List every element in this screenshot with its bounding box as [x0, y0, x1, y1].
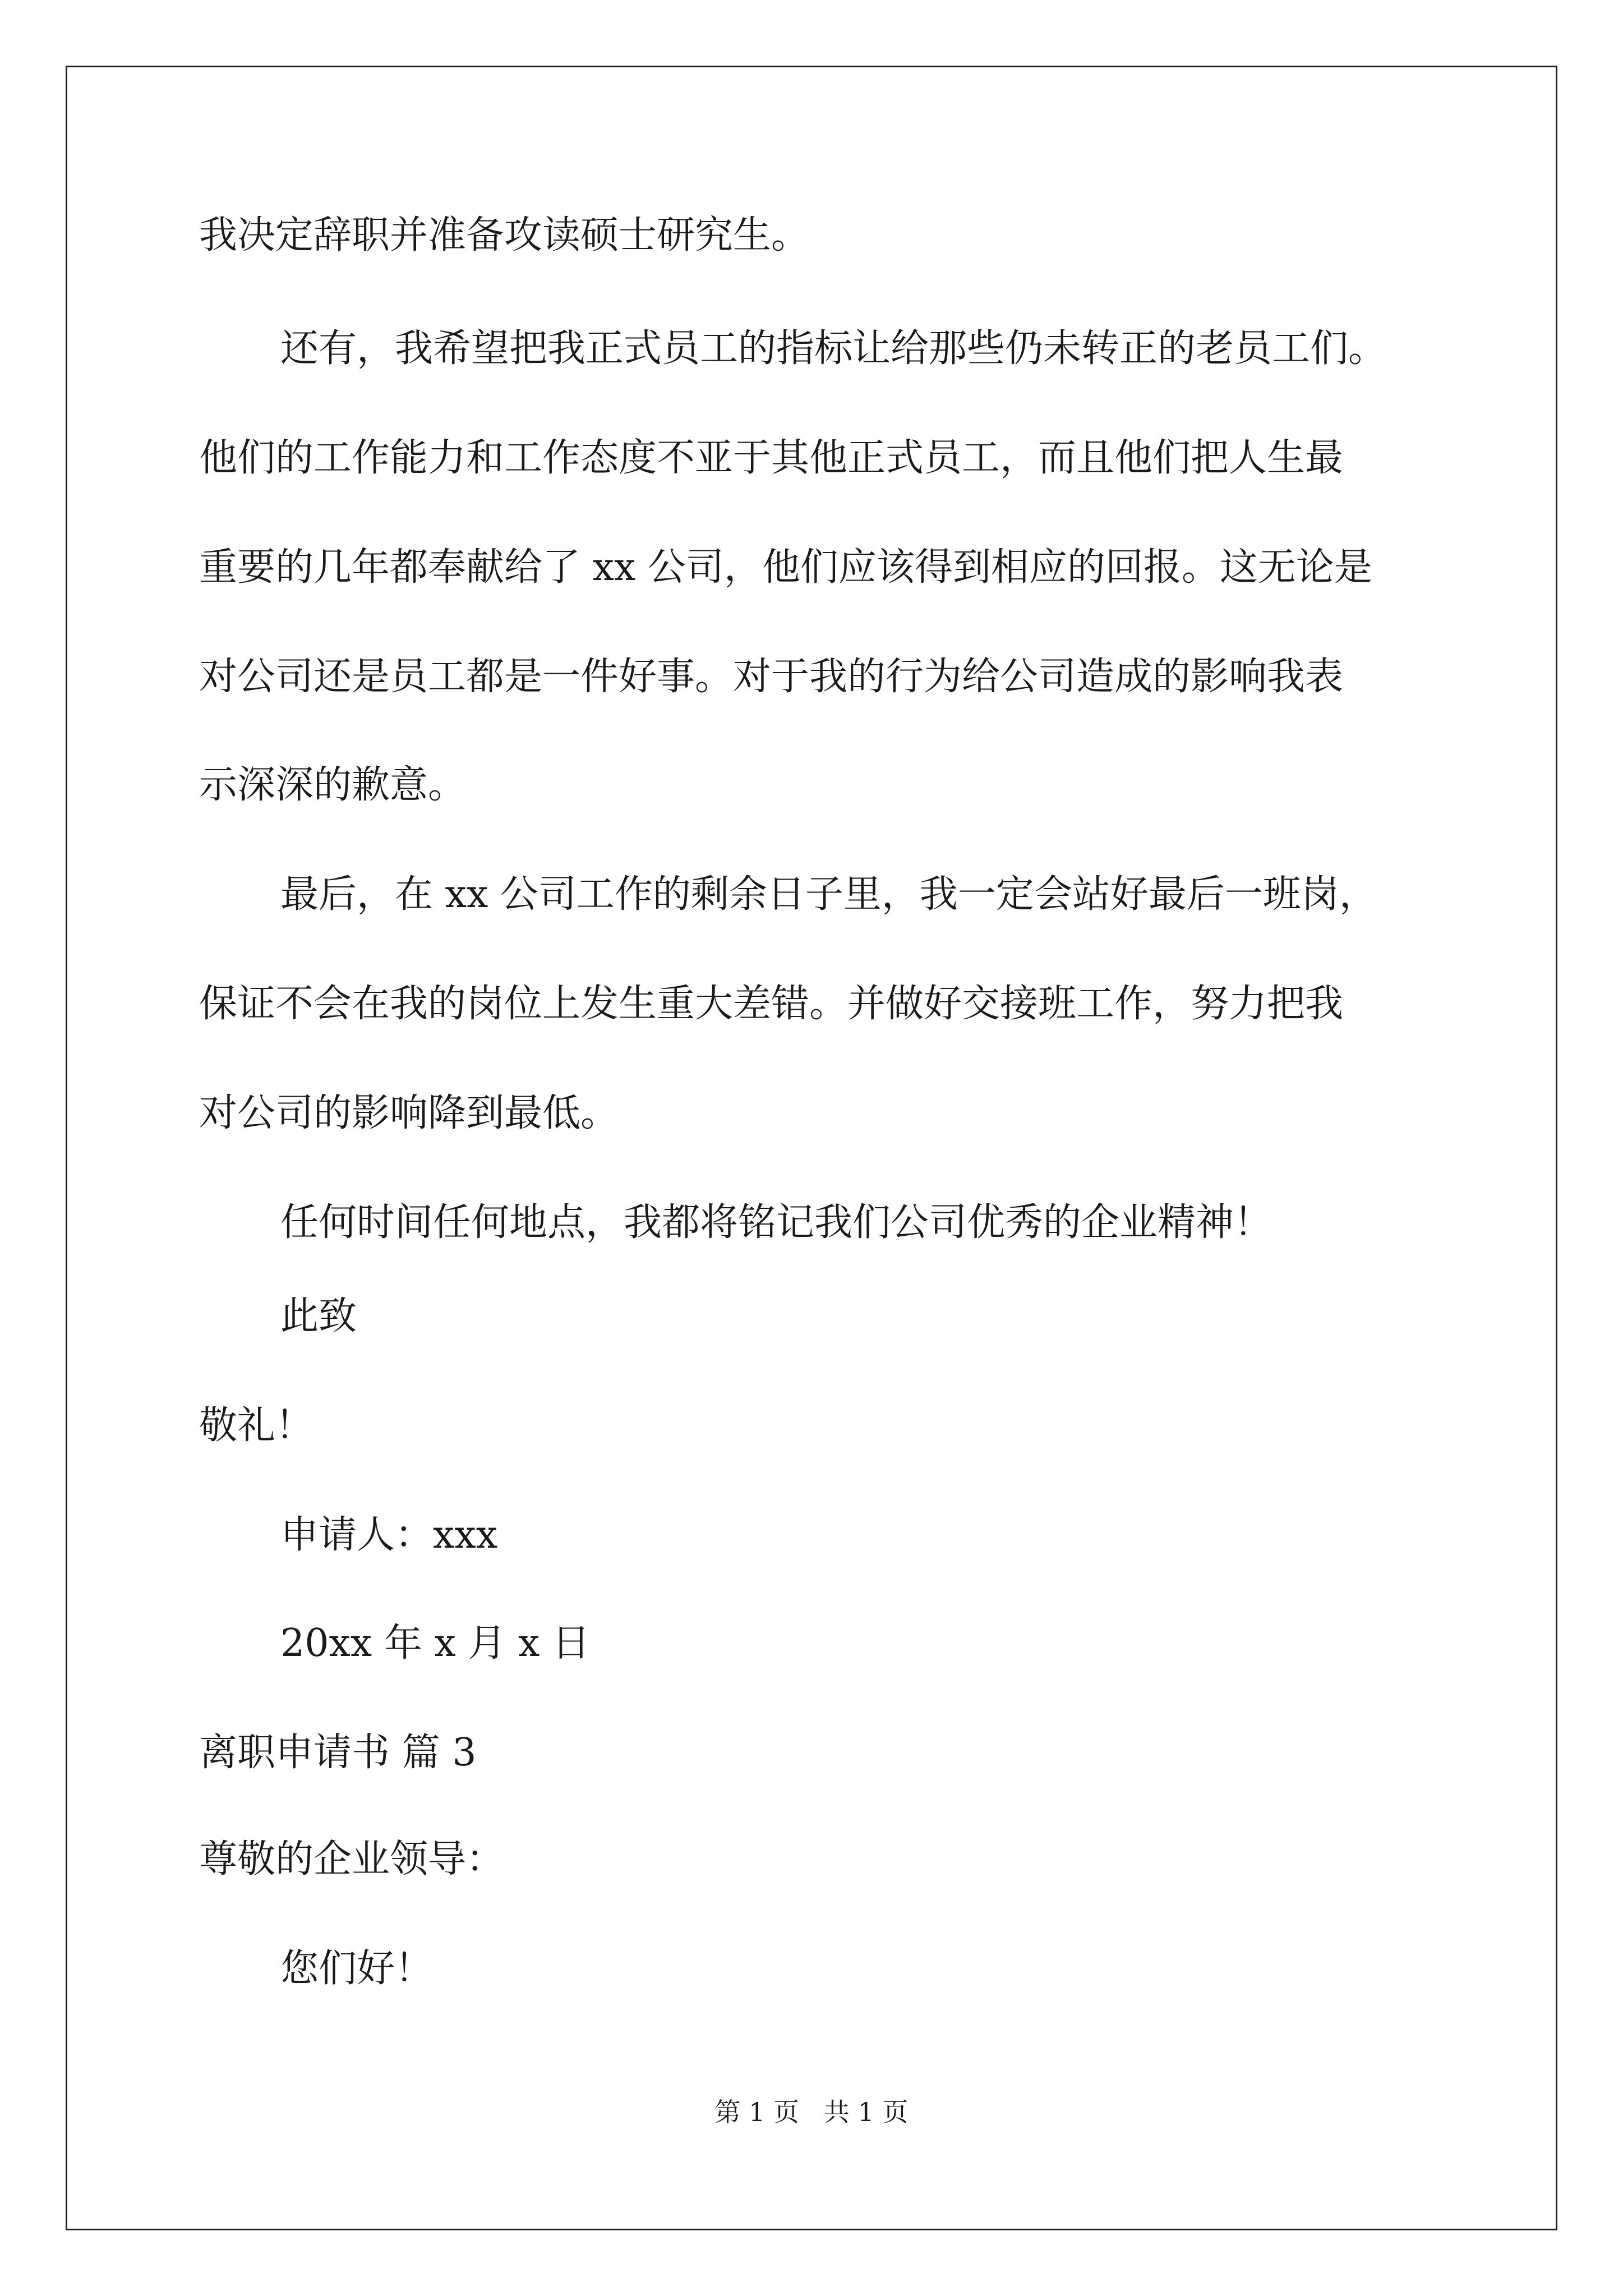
body-line: 还有，我希望把我正式员工的指标让给那些仍未转正的老员工们。	[280, 326, 1387, 371]
section-title: 离职申请书 篇 3	[199, 1731, 477, 1775]
body-line: 对公司还是员工都是一件好事。对于我的行为给公司造成的影响我表	[199, 655, 1344, 699]
closing-salutation: 此致	[280, 1294, 357, 1338]
page-border	[66, 66, 1557, 2230]
addressee: 尊敬的企业领导：	[199, 1837, 505, 1881]
body-line: 我决定辞职并准备攻读硕士研究生。	[199, 213, 810, 257]
closing-regards: 敬礼！	[199, 1404, 314, 1448]
body-line: 任何时间任何地点，我都将铭记我们公司优秀的企业精神！	[280, 1200, 1272, 1245]
body-line: 重要的几年都奉献给了 xx 公司，他们应该得到相应的回报。这无论是	[199, 545, 1372, 590]
applicant-signature: 申请人：xxx	[280, 1513, 498, 1557]
letter-date: 20xx 年 x 月 x 日	[280, 1621, 591, 1665]
page-footer: 第 1 页 共 1 页	[714, 2097, 909, 2127]
greeting: 您们好！	[280, 1947, 434, 1991]
body-line: 对公司的影响降到最低。	[199, 1091, 619, 1135]
body-line: 他们的工作能力和工作态度不亚于其他正式员工，而且他们把人生最	[199, 436, 1344, 480]
body-line: 保证不会在我的岗位上发生重大差错。并做好交接班工作，努力把我	[199, 982, 1344, 1026]
body-line: 示深深的歉意。	[199, 763, 467, 807]
body-line: 最后，在 xx 公司工作的剩余日子里，我一定会站好最后一班岗，	[280, 872, 1377, 917]
